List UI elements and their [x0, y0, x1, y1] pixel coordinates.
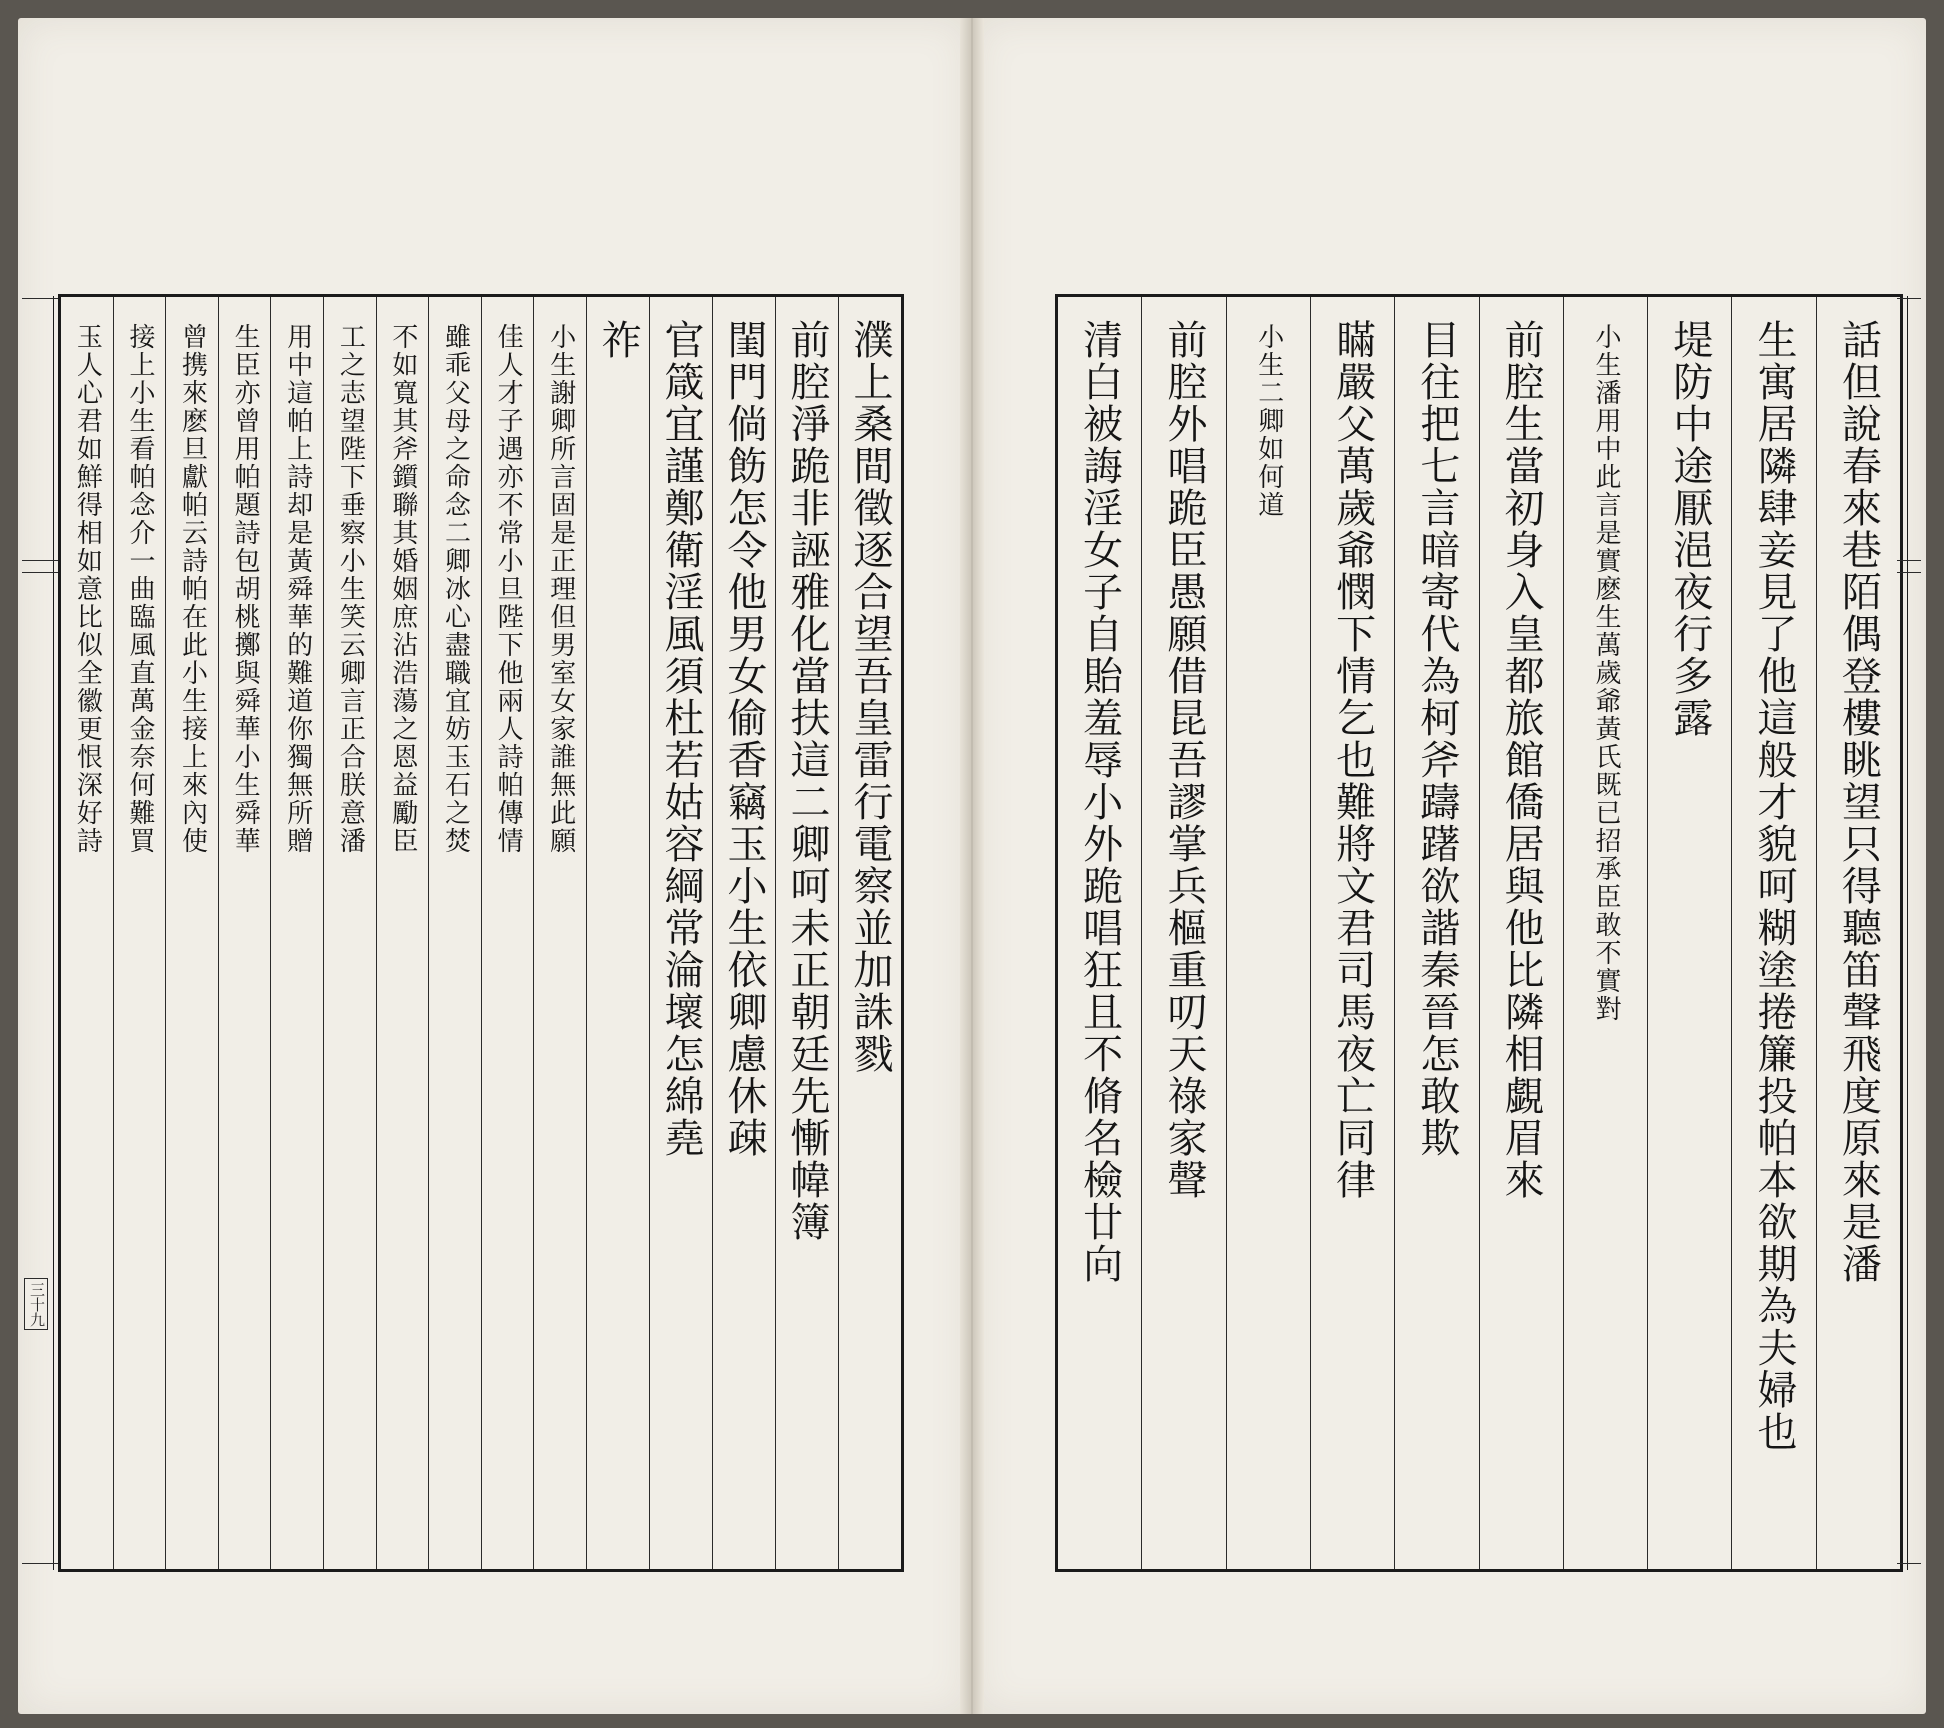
column-text: 曾携來麽旦獻帕云詩帕在此小生接上來內使 — [177, 323, 208, 855]
column-text: 不如寬其斧鑕聯其婚姻庶沾浩蕩之恩益勵臣 — [387, 323, 418, 855]
column-text: 生寓居隣肆妾見了他這般才貌呵糊塗捲簾投帕本欲期為夫婦也 — [1751, 319, 1798, 1453]
text-column — [1310, 297, 1394, 1569]
column-text: 玉人心君如鮮得相如意比似全徽更恨深好詩 — [72, 323, 103, 855]
column-text: 佳人才子遇亦不常小旦陛下他兩人詩帕傳情 — [493, 323, 524, 855]
right-text-frame — [1055, 294, 1903, 1572]
column-text: 官箴宜謹鄭衛淫風須杜若姑容綱常淪壞怎綿堯 — [658, 319, 704, 1159]
column-text: 祚 — [595, 319, 641, 361]
text-column — [218, 297, 271, 1569]
text-column — [775, 297, 838, 1569]
column-text: 工之志望陛下垂察小生笑云卿言正合朕意潘 — [335, 323, 366, 855]
column-text: 話但說春來巷陌偶登樓眺望只得聽笛聲飛度原來是潘 — [1835, 319, 1882, 1285]
text-column — [838, 297, 901, 1569]
text-column — [1394, 297, 1478, 1569]
left-text-frame — [58, 294, 904, 1572]
text-column — [270, 297, 323, 1569]
text-column — [61, 297, 113, 1569]
text-column — [1226, 297, 1310, 1569]
margin-tick — [22, 298, 58, 299]
text-column — [1058, 297, 1141, 1569]
margin-tick — [1897, 1563, 1921, 1564]
column-text: 前腔外唱跪臣愚願借昆吾謬掌兵樞重叨天祿家聲 — [1160, 319, 1207, 1201]
text-column — [533, 297, 586, 1569]
folio-number: 三十九 — [24, 1278, 48, 1330]
column-text: 前腔生當初身入皇都旅館僑居與他比隣相覷眉來 — [1498, 319, 1545, 1201]
column-text: 生臣亦曾用帕題詩包胡桃擲與舜華小生舜華 — [230, 323, 261, 855]
text-column — [165, 297, 218, 1569]
text-column — [1731, 297, 1815, 1569]
book-spine — [960, 18, 984, 1714]
text-column — [1563, 297, 1647, 1569]
text-column — [323, 297, 376, 1569]
left-columns — [61, 297, 901, 1569]
margin-tick — [22, 572, 58, 573]
text-column — [376, 297, 429, 1569]
column-text: 小生二卿如何道 — [1253, 323, 1284, 519]
column-text: 前腔淨跪非誣雅化當扶這二卿呵未正朝廷先慚幃簿 — [784, 319, 830, 1243]
text-column — [1647, 297, 1731, 1569]
text-column — [428, 297, 481, 1569]
margin-tick — [1897, 560, 1921, 561]
margin-tick — [22, 1563, 58, 1564]
text-column — [712, 297, 775, 1569]
margin-tick — [22, 560, 58, 561]
column-text: 接上小生看帕念介一曲臨風直萬金奈何難買 — [124, 323, 155, 855]
column-text: 目往把七言暗寄代為柯斧躊躇欲諧秦晉怎敢欺 — [1413, 319, 1460, 1159]
column-text: 清白被誨淫女子自貽羞辱小外跪唱狂且不脩名檢廿向 — [1076, 319, 1123, 1285]
text-column — [1141, 297, 1225, 1569]
text-column — [1479, 297, 1563, 1569]
column-text: 瞞嚴父萬歲爺憫下情乞也難將文君司馬夜亡同律 — [1329, 319, 1376, 1201]
text-column — [113, 297, 166, 1569]
column-text: 堤防中途厭浥夜行多露 — [1666, 319, 1713, 739]
margin-tick — [1897, 298, 1921, 299]
column-text: 小生潘用中此言是實麽生萬歲爺黃氏既已招承臣敢不實對 — [1590, 323, 1621, 1023]
right-columns — [1058, 297, 1900, 1569]
column-text: 濮上桑間徵逐合望吾皇雷行電察並加誅戮 — [847, 319, 893, 1075]
text-column — [649, 297, 712, 1569]
column-text: 用中這帕上詩却是黃舜華的難道你獨無所贈 — [282, 323, 313, 855]
text-column — [586, 297, 649, 1569]
margin-tick — [1897, 572, 1921, 573]
column-text: 閨門倘飭怎令他男女偷香竊玉小生依卿慮休疎 — [721, 319, 767, 1159]
text-column — [1816, 297, 1900, 1569]
column-text: 雖乖父母之命念二卿冰心盡職宜妨玉石之焚 — [440, 323, 471, 855]
column-text: 小生謝卿所言固是正理但男室女家誰無此願 — [545, 323, 576, 855]
text-column — [481, 297, 534, 1569]
